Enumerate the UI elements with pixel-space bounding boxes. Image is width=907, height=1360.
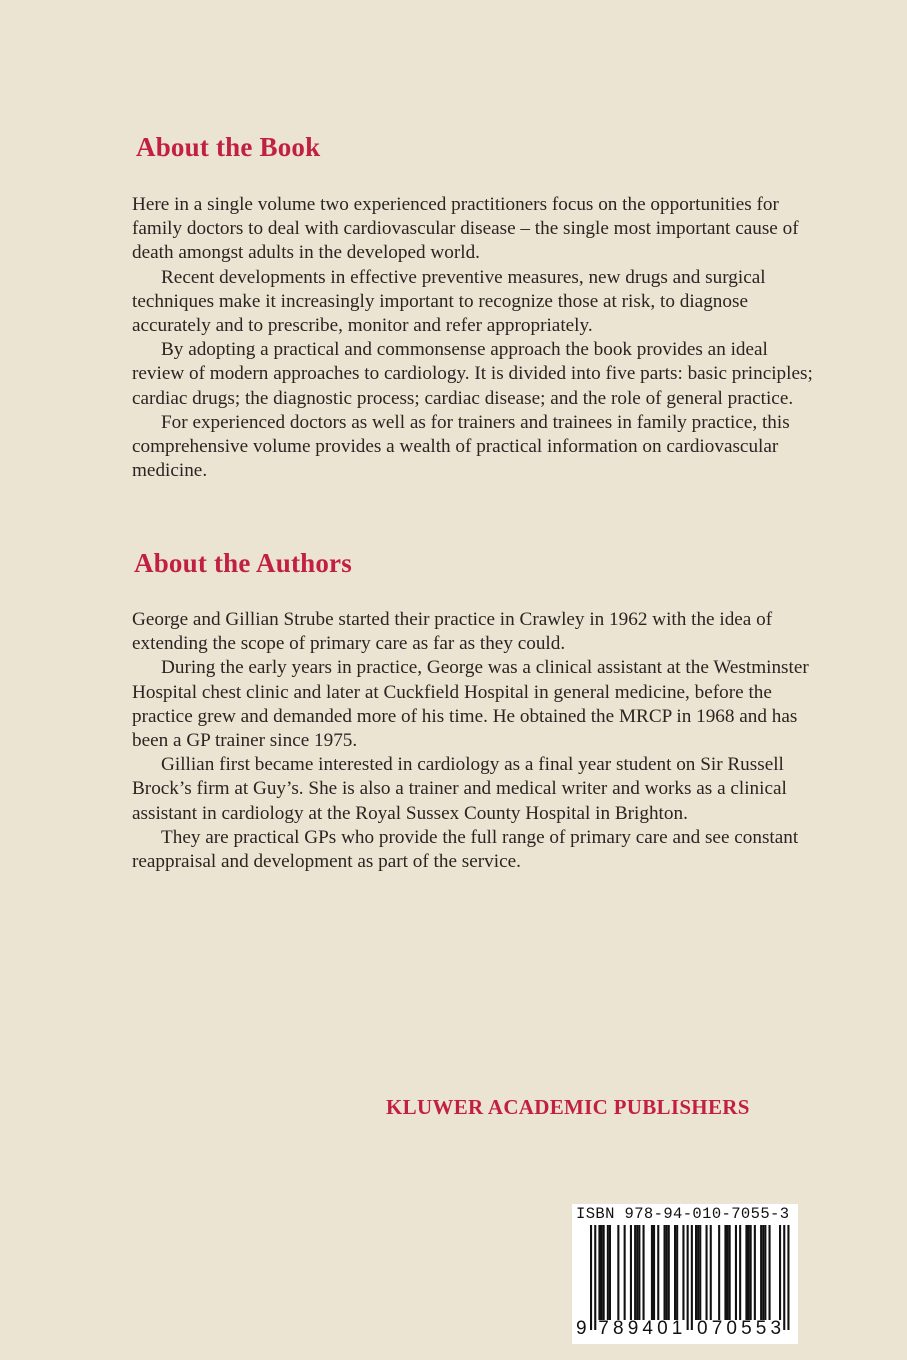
- barcode-bar: [601, 1225, 603, 1320]
- barcode-bar: [657, 1225, 659, 1320]
- barcode-bar: [668, 1225, 670, 1320]
- barcode-bar: [727, 1225, 729, 1320]
- barcode-bar: [764, 1225, 766, 1320]
- barcode-bar: [706, 1225, 708, 1320]
- barcode-digit: 0: [657, 1318, 668, 1339]
- isbn-label: ISBN 978-94-010-7055-3: [576, 1205, 790, 1223]
- barcode-bar: [691, 1225, 693, 1330]
- barcode-bar: [729, 1225, 731, 1320]
- barcode-bar: [617, 1225, 619, 1320]
- barcode-digit: 0: [697, 1318, 708, 1339]
- barcode-bar: [653, 1225, 655, 1320]
- isbn-barcode: [572, 1204, 798, 1344]
- barcode-bar: [590, 1225, 592, 1330]
- barcode-digit: 9: [576, 1318, 587, 1339]
- barcode-digit: 9: [627, 1318, 639, 1339]
- about-authors-paragraph: George and Gillian Strube started their practice in Crawley in 1962 with the idea of extending the scope of primary care as far as they could.: [132, 609, 773, 655]
- barcode-bar: [682, 1225, 684, 1320]
- about-authors-paragraph: During the early years in practice, George was a clinical assistant at the Westminster Hospital chest clinic and later at Cuckfield Hospital in general medicine, before the practice grew and demanded more of his time. He obtained the MRCP in 1968 and has been a GP trainer since 1975.: [132, 657, 809, 752]
- barcode-bar: [710, 1225, 712, 1320]
- about-book-paragraph: Here in a single volume two experienced practitioners focus on the opportunities for family doctors to deal with cardiovascular disease – the single most important cause of death amongst adults in the developed world.: [132, 194, 799, 264]
- about-book-paragraph: By adopting a practical and commonsense approach the book provides an ideal review of modern approaches to cardiology. It is divided into five parts: basic principles; cardiac drugs; the diagnostic process; cardiac disease; and the role of general practice.: [132, 339, 813, 409]
- barcode-bar: [783, 1225, 785, 1330]
- barcode-bar: [630, 1225, 632, 1320]
- barcode-bar: [666, 1225, 668, 1320]
- about-book-paragraph: Recent developments in effective preventive measures, new drugs and surgical techniques make it increasingly important to recognize those at risk, to diagnose accurately and to prescribe, monitor and refer appropriately.: [132, 266, 766, 337]
- barcode-bar: [748, 1225, 750, 1320]
- barcode-bar: [676, 1225, 678, 1320]
- barcode-bar: [603, 1225, 605, 1320]
- publisher-name: KLUWER ACADEMIC PUBLISHERS: [386, 1095, 750, 1119]
- barcode-bar: [624, 1225, 626, 1320]
- barcode-bar: [687, 1225, 689, 1330]
- barcode-digit: 0: [726, 1318, 737, 1339]
- barcode-digit: 8: [613, 1318, 624, 1339]
- about-book-paragraph: For experienced doctors as well as for trainers and trainees in family practice, this comprehensive volume provides a wealth of practical information on cardiovascular medicine.: [132, 411, 790, 482]
- barcode-bar: [754, 1225, 756, 1320]
- barcode-bar: [718, 1225, 720, 1320]
- barcode-digit: 4: [642, 1318, 653, 1339]
- barcode-digits: [572, 1318, 798, 1344]
- barcode-bar: [598, 1225, 600, 1320]
- barcode-bar: [651, 1225, 653, 1320]
- about-book-heading: About the Book: [136, 132, 321, 162]
- barcode-bar: [636, 1225, 638, 1320]
- barcode-bar: [607, 1225, 609, 1320]
- barcode-bar: [769, 1225, 771, 1320]
- barcode-bar: [643, 1225, 645, 1320]
- barcode-bar: [745, 1225, 747, 1320]
- barcode-bar: [750, 1225, 752, 1320]
- about-authors-paragraph: They are practical GPs who provide the full range of primary care and see constant reappraisal and development as part of the service.: [132, 826, 799, 873]
- barcode-bar: [779, 1225, 781, 1320]
- about-book-text: [132, 193, 822, 483]
- barcode-digit: 1: [671, 1318, 683, 1339]
- barcode-digit: 7: [598, 1318, 609, 1339]
- barcode-bar: [594, 1225, 596, 1330]
- barcode-bar: [664, 1225, 666, 1320]
- barcode-bar: [697, 1225, 699, 1320]
- barcode-digit: 7: [711, 1318, 723, 1339]
- barcode-bar: [762, 1225, 764, 1320]
- barcode-bar: [634, 1225, 636, 1320]
- barcode-bar: [787, 1225, 789, 1330]
- about-authors-text: [132, 608, 822, 874]
- about-authors-heading: About the Authors: [134, 548, 352, 578]
- barcode-bar: [699, 1225, 701, 1320]
- barcode-bar: [735, 1225, 737, 1320]
- barcode-bar: [609, 1225, 611, 1320]
- barcode-digit: 3: [770, 1318, 782, 1339]
- barcode-digit: 5: [755, 1318, 767, 1339]
- barcode-bar: [739, 1225, 741, 1320]
- barcode-bar: [760, 1225, 762, 1320]
- barcode-bar: [724, 1225, 726, 1320]
- barcode-digit: 5: [741, 1318, 752, 1339]
- barcode-bar: [695, 1225, 697, 1320]
- about-authors-paragraph: Gillian first became interested in cardiology as a final year student on Sir Russell Brock’s firm at Guy’s. She is also a trainer and medical writer and works as a clinical assistant in cardiology at the Royal Sussex County Hospital in Brighton.: [132, 754, 787, 824]
- barcode-bar: [674, 1225, 676, 1320]
- barcode-bar: [638, 1225, 640, 1320]
